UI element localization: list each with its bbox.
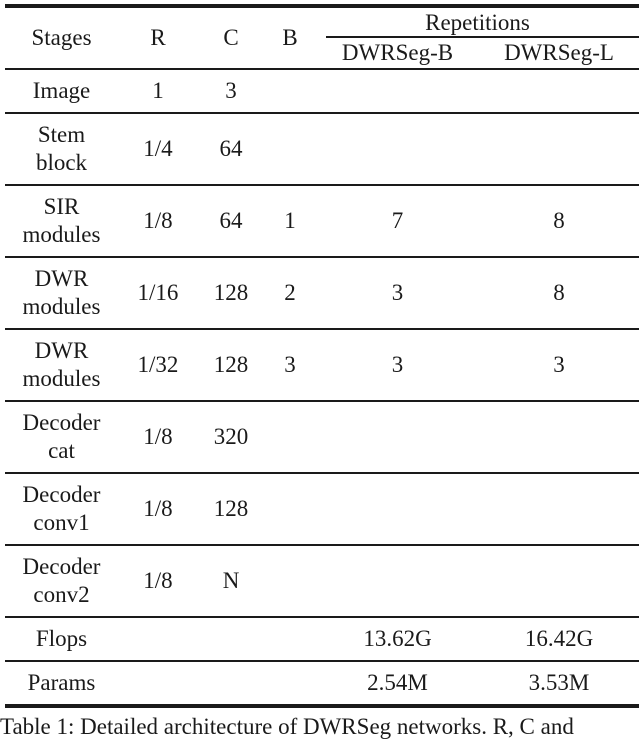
r-cell-text: 1/8 xyxy=(143,424,173,449)
header-stages: Stages xyxy=(31,25,92,50)
header-r: R xyxy=(150,25,166,50)
c-cell-text: 128 xyxy=(213,352,249,377)
stage-cell-text: Stem block xyxy=(35,122,88,175)
dwrseg-l-cell xyxy=(479,473,639,545)
c-cell-text: 128 xyxy=(213,496,249,521)
dwrseg-l-cell xyxy=(479,69,639,113)
r-cell-text: 1/8 xyxy=(143,568,173,593)
table-row xyxy=(5,473,639,545)
r-cell xyxy=(118,257,198,329)
dwrseg-l-cell xyxy=(479,185,639,257)
r-cell-text: 1/4 xyxy=(143,136,173,161)
b-cell xyxy=(264,257,316,329)
dwrseg-b-cell xyxy=(316,69,479,113)
dwrseg-l-cell xyxy=(479,661,639,704)
stage-cell xyxy=(5,661,118,704)
dwrseg-b-cell xyxy=(316,473,479,545)
table-caption: Table 1: Detailed architecture of DWRSeg networks. R, C and xyxy=(0,714,574,739)
b-cell-text: 1 xyxy=(284,208,296,233)
c-cell xyxy=(198,257,264,329)
dwrseg-l-cell xyxy=(479,257,639,329)
b-cell-text: 3 xyxy=(284,352,296,377)
dwrseg-l-cell xyxy=(479,617,639,661)
stage-cell xyxy=(5,473,118,545)
dwrseg-l-cell xyxy=(479,113,639,185)
c-cell xyxy=(198,473,264,545)
stage-cell xyxy=(5,69,118,113)
header-dwrseg-l: DWRSeg-L xyxy=(504,40,614,65)
r-cell-text: 1 xyxy=(152,78,164,103)
stage-cell xyxy=(5,185,118,257)
r-cell xyxy=(118,473,198,545)
b-cell xyxy=(264,617,316,661)
table-row xyxy=(5,545,639,617)
table-body xyxy=(5,69,639,704)
header-repetitions-text: Repetitions xyxy=(425,10,530,35)
dwrseg-b-cell-text: 3 xyxy=(391,280,404,305)
table-row xyxy=(5,185,639,257)
c-cell xyxy=(198,329,264,401)
r-cell-text: 1/8 xyxy=(143,208,173,233)
dwrseg-l-cell-text: 8 xyxy=(553,280,565,305)
dwrseg-b-cell xyxy=(316,329,479,401)
b-cell xyxy=(264,185,316,257)
stage-cell xyxy=(5,257,118,329)
b-cell xyxy=(264,69,316,113)
r-cell xyxy=(118,401,198,473)
stage-cell-text: Decoder conv1 xyxy=(22,482,101,535)
r-cell xyxy=(118,113,198,185)
dwrseg-b-cell xyxy=(316,545,479,617)
c-cell-text: N xyxy=(222,568,240,593)
stage-cell-text: Flops xyxy=(35,626,88,651)
dwrseg-b-cell-text: 13.62G xyxy=(363,626,432,651)
b-cell xyxy=(264,473,316,545)
table-row xyxy=(5,113,639,185)
stage-cell-text: DWR modules xyxy=(22,266,101,319)
b-cell-text: 2 xyxy=(284,280,296,305)
dwrseg-b-cell-text: 7 xyxy=(391,208,404,233)
dwrseg-l-cell-text: 3 xyxy=(553,352,565,377)
header-dwrseg-b: DWRSeg-B xyxy=(341,40,454,65)
dwrseg-b-cell-text: 3 xyxy=(391,352,404,377)
dwrseg-b-cell xyxy=(316,617,479,661)
c-cell-text: 64 xyxy=(219,208,243,233)
r-cell xyxy=(118,617,198,661)
table-row xyxy=(5,329,639,401)
c-cell-text: 3 xyxy=(225,78,237,103)
table-row xyxy=(5,401,639,473)
stage-cell xyxy=(5,617,118,661)
c-cell xyxy=(198,661,264,704)
table-row xyxy=(5,661,639,704)
r-cell-text: 1/16 xyxy=(137,280,179,305)
r-cell xyxy=(118,661,198,704)
header-b: B xyxy=(282,25,298,50)
stage-cell-text: Params xyxy=(27,670,96,695)
architecture-table xyxy=(5,8,639,704)
r-cell xyxy=(118,185,198,257)
dwrseg-l-cell xyxy=(479,329,639,401)
dwrseg-b-cell xyxy=(316,185,479,257)
dwrseg-b-cell xyxy=(316,401,479,473)
stage-cell xyxy=(5,545,118,617)
c-cell-text: 64 xyxy=(219,136,243,161)
r-cell-text: 1/8 xyxy=(143,496,173,521)
dwrseg-b-cell-text: 2.54M xyxy=(367,670,428,695)
table-row xyxy=(5,69,639,113)
b-cell xyxy=(264,545,316,617)
r-cell-text: 1/32 xyxy=(137,352,179,377)
bottom-rule xyxy=(5,704,639,708)
c-cell-text: 128 xyxy=(213,280,249,305)
header-c: C xyxy=(223,25,239,50)
dwrseg-b-cell xyxy=(316,661,479,704)
c-cell xyxy=(198,69,264,113)
dwrseg-l-cell xyxy=(479,545,639,617)
r-cell xyxy=(118,69,198,113)
c-cell-text: 320 xyxy=(213,424,249,449)
c-cell xyxy=(198,617,264,661)
stage-cell-text: Image xyxy=(32,78,91,103)
repetitions-underline xyxy=(326,36,639,38)
c-cell xyxy=(198,545,264,617)
dwrseg-l-cell-text: 16.42G xyxy=(524,626,594,651)
r-cell xyxy=(118,545,198,617)
b-cell xyxy=(264,401,316,473)
b-cell xyxy=(264,113,316,185)
stage-cell xyxy=(5,329,118,401)
c-cell xyxy=(198,401,264,473)
dwrseg-l-cell xyxy=(479,401,639,473)
stage-cell-text: Decoder cat xyxy=(22,410,101,463)
c-cell xyxy=(198,113,264,185)
table-row xyxy=(5,617,639,661)
table-row xyxy=(5,257,639,329)
dwrseg-b-cell xyxy=(316,257,479,329)
dwrseg-l-cell-text: 8 xyxy=(553,208,565,233)
b-cell xyxy=(264,661,316,704)
stage-cell-text: Decoder conv2 xyxy=(22,554,101,607)
c-cell xyxy=(198,185,264,257)
architecture-table-wrap xyxy=(5,0,639,708)
dwrseg-b-cell xyxy=(316,113,479,185)
r-cell xyxy=(118,329,198,401)
stage-cell xyxy=(5,113,118,185)
stage-cell xyxy=(5,401,118,473)
stage-cell-text: SIR modules xyxy=(22,194,101,247)
dwrseg-l-cell-text: 3.53M xyxy=(528,670,590,695)
stage-cell-text: DWR modules xyxy=(22,338,101,391)
b-cell xyxy=(264,329,316,401)
header-repetitions xyxy=(316,8,639,38)
